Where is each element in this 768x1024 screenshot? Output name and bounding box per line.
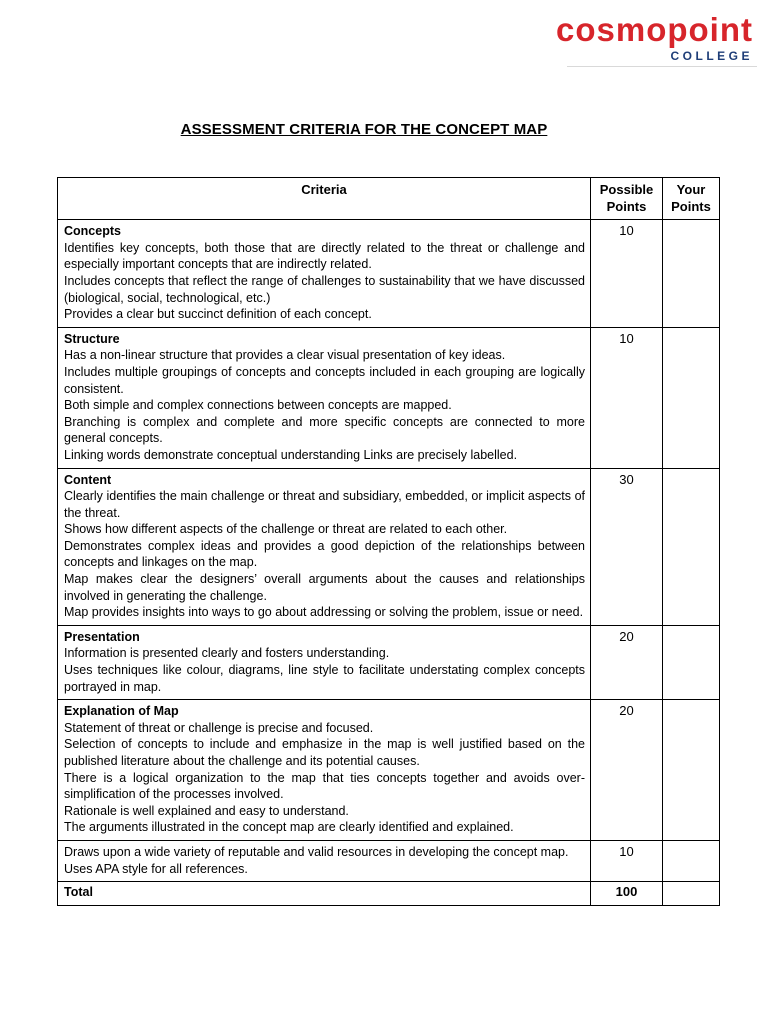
criteria-line: Both simple and complex connections between concepts are mapped. <box>64 398 452 413</box>
cosmopoint-logo <box>556 10 757 68</box>
criteria-line: Shows how different aspects of the challenge or threat are related to each other. <box>64 522 508 537</box>
possible-points-cell: 30 <box>591 468 663 625</box>
criteria-cell <box>58 625 591 699</box>
criteria-line: Information is presented clearly and fosters understanding. <box>64 646 390 661</box>
possible-points-cell: 10 <box>591 840 663 881</box>
logo-divider <box>567 66 757 67</box>
possible-points-cell: 20 <box>591 625 663 699</box>
your-points-cell[interactable] <box>663 327 720 468</box>
possible-points-cell: 10 <box>591 220 663 328</box>
table-header-row <box>58 178 720 220</box>
criteria-line: Clearly identifies the main challenge or threat and subsidiary, embedded, or implicit aspects of the threat. <box>64 489 585 520</box>
criteria-category: Structure <box>64 331 120 346</box>
logo-wordmark: cosmopoint <box>556 11 753 48</box>
criteria-line: Has a non-linear structure that provides a clear visual presentation of key ideas. <box>64 348 506 363</box>
criteria-line: Identifies key concepts, both those that are directly related to the threat or challenge and especially important concepts that are indirectly related. <box>64 240 585 272</box>
table-row <box>58 327 720 468</box>
assessment-table <box>57 177 720 906</box>
table-row <box>58 625 720 699</box>
your-points-cell[interactable] <box>663 700 720 841</box>
your-points-cell[interactable] <box>663 625 720 699</box>
logo-subtitle: COLLEGE <box>670 49 753 63</box>
criteria-line: The arguments illustrated in the concept map are clearly identified and explained. <box>64 820 514 835</box>
criteria-line: Includes multiple groupings of concepts and concepts included in each grouping are logically consistent. <box>64 364 585 396</box>
criteria-line: Map makes clear the designers’ overall arguments about the causes and relationships involved in generating the challenge. <box>64 572 585 603</box>
your-points-cell[interactable] <box>663 220 720 328</box>
header-criteria: Criteria <box>58 178 591 220</box>
criteria-line: There is a logical organization to the map that ties concepts together and avoids over-simplification of the processes involved. <box>64 770 585 802</box>
criteria-line: Statement of threat or challenge is precise and focused. <box>64 720 374 735</box>
your-points-cell[interactable] <box>663 840 720 881</box>
criteria-category: Presentation <box>64 629 140 644</box>
your-points-cell[interactable] <box>663 468 720 625</box>
criteria-category: Concepts <box>64 224 121 239</box>
criteria-line: Branching is complex and complete and more specific concepts are connected to more general concepts. <box>64 414 585 446</box>
page-title: ASSESSMENT CRITERIA FOR THE CONCEPT MAP <box>180 121 548 138</box>
table-row <box>58 700 720 841</box>
criteria-line: Uses techniques like colour, diagrams, line style to facilitate understating complex concepts portrayed in map. <box>64 663 585 694</box>
total-label: Total <box>58 882 591 906</box>
criteria-line: Selection of concepts to include and emphasize in the map is well justified based on the published literature about the challenge and its potential causes. <box>64 737 585 768</box>
criteria-cell <box>58 220 591 328</box>
header-your-points: Your Points <box>663 178 720 220</box>
criteria-line: Includes concepts that reflect the range of challenges to sustainability that we have discussed (biological, social, technological, etc.) <box>64 273 585 305</box>
criteria-line: Linking words demonstrate conceptual understanding Links are precisely labelled. <box>64 447 518 462</box>
total-row <box>58 882 720 906</box>
header-possible-points: Possible Points <box>591 178 663 220</box>
criteria-line: Draws upon a wide variety of reputable and valid resources in developing the concept map. <box>64 844 569 859</box>
table-row <box>58 220 720 328</box>
possible-points-cell: 20 <box>591 700 663 841</box>
table-row <box>58 840 720 881</box>
criteria-line: Provides a clear but succinct definition of each concept. <box>64 307 372 322</box>
criteria-cell <box>58 327 591 468</box>
criteria-line: Demonstrates complex ideas and provides a good depiction of the relationships between concepts and linkages on the map. <box>64 538 585 570</box>
table-row <box>58 468 720 625</box>
total-points: 100 <box>591 882 663 906</box>
possible-points-cell: 10 <box>591 327 663 468</box>
criteria-line: Map provides insights into ways to go about addressing or solving the problem, issue or need. <box>64 605 584 620</box>
criteria-line: Rationale is well explained and easy to understand. <box>64 803 349 818</box>
criteria-cell <box>58 700 591 841</box>
criteria-category: Explanation of Map <box>64 704 179 719</box>
criteria-cell <box>58 840 591 881</box>
criteria-category: Content <box>64 472 112 487</box>
criteria-line: Uses APA style for all references. <box>64 861 248 876</box>
criteria-cell <box>58 468 591 625</box>
total-your-points[interactable] <box>663 882 720 906</box>
